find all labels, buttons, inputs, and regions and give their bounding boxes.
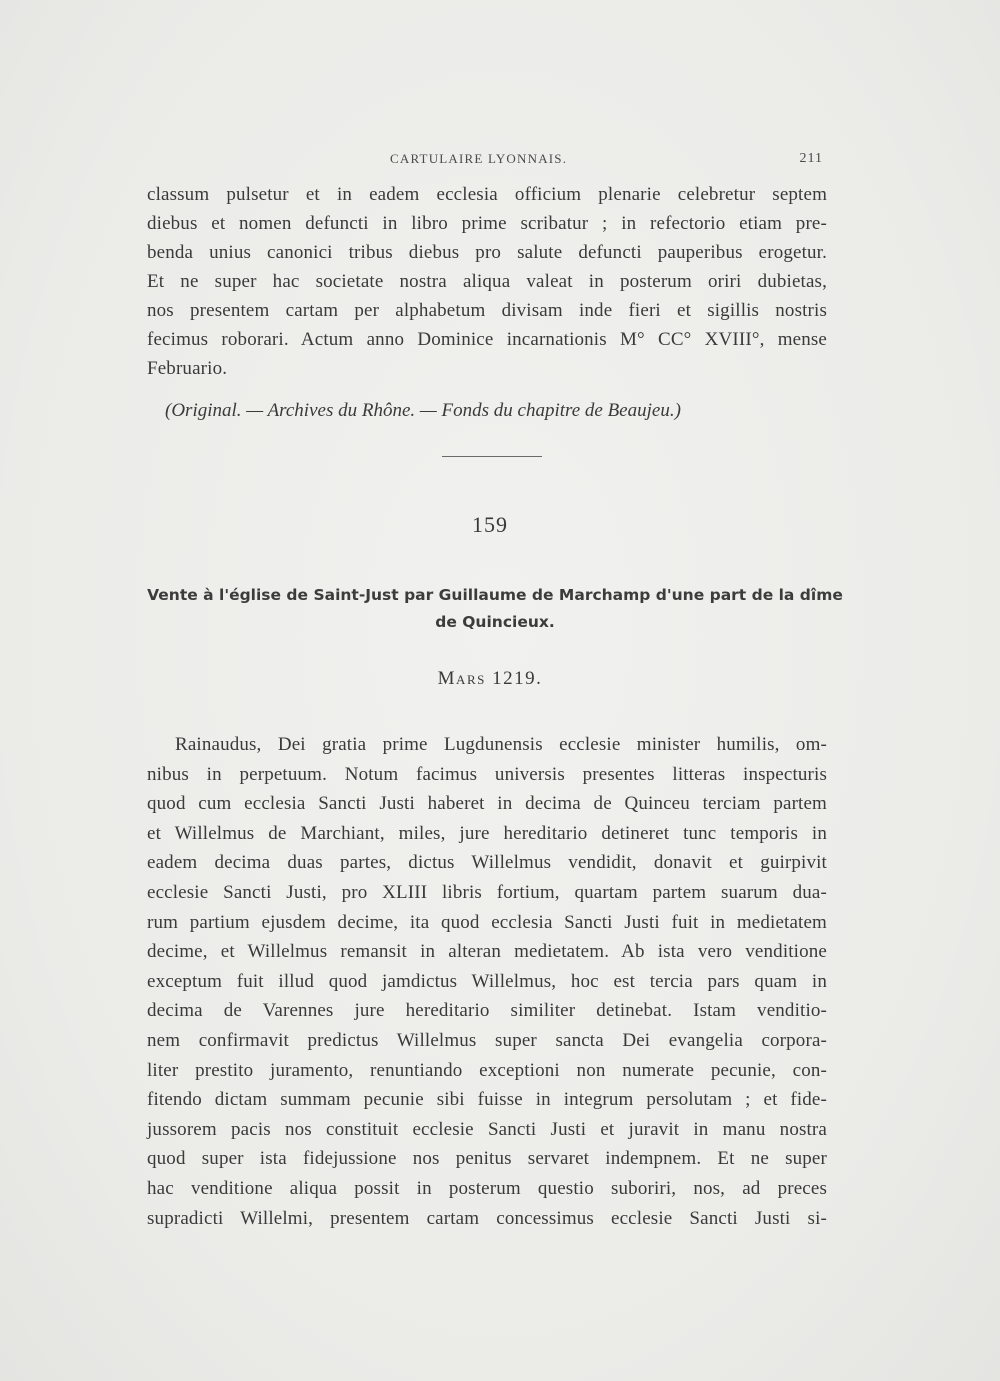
charter-text bbox=[147, 730, 827, 1233]
continuation-paragraph bbox=[147, 180, 827, 383]
page-number: 211 bbox=[799, 151, 823, 166]
text-line: quod cum ecclesia Sancti Justi haberet in decima de Quinceu terciam partem bbox=[147, 793, 827, 815]
text-line: jussorem pacis nos constituit ecclesie Sancti Justi et juravit in manu nostra bbox=[147, 1118, 827, 1140]
text-line: nos presentem cartam per alphabetum divisam inde fieri et sigillis nostris bbox=[147, 300, 827, 321]
charter-title-line: Vente à l'église de Saint-Just par Guillaume de Marchamp d'une part de la dîme bbox=[147, 586, 843, 604]
text-line: et Willelmus de Marchiant, miles, jure hereditario detineret tunc temporis in bbox=[147, 822, 827, 844]
text-line: exceptum fuit illud quod jamdictus Willelmus, hoc est tercia pars quam in bbox=[147, 970, 827, 992]
text-line: rum partium ejusdem decime, ita quod ecclesia Sancti Justi fuit in medietatem bbox=[147, 911, 827, 933]
text-line: eadem decima duas partes, dictus Willelmus vendidit, donavit et guirpivit bbox=[147, 852, 827, 874]
running-head bbox=[148, 151, 823, 171]
charter-title-line: de Quincieux. bbox=[435, 613, 555, 631]
running-title: CARTULAIRE LYONNAIS. bbox=[390, 151, 568, 166]
text-line: Et ne super hac societate nostra aliqua valeat in posterum oriri dubietas, bbox=[147, 271, 827, 292]
text-line: fecimus roborari. Actum anno Dominice incarnationis M° CC° XVIII°, mense bbox=[147, 329, 827, 350]
text-line: hac venditione aliqua possit in posterum questio suboriri, nos, ad preces bbox=[147, 1177, 827, 1199]
text-line: nem confirmavit predictus Willelmus super sancta Dei evangelia corpora- bbox=[147, 1029, 827, 1051]
source-note: (Original. — Archives du Rhône. — Fonds du chapitre de Beaujeu.) bbox=[165, 400, 681, 421]
charter-date: Mars 1219. bbox=[437, 668, 543, 689]
text-line: diebus et nomen defuncti in libro prime scribatur ; in refectorio etiam pre- bbox=[147, 213, 827, 234]
charter-number: 159 bbox=[472, 512, 508, 537]
text-line: nibus in perpetuum. Notum facimus universis presentes litteras inspecturis bbox=[147, 763, 827, 785]
text-line: decima de Varennes jure hereditario similiter detinebat. Istam venditio- bbox=[147, 1000, 827, 1022]
text-line: classum pulsetur et in eadem ecclesia officium plenarie celebretur septem bbox=[147, 184, 827, 205]
text-line: ecclesie Sancti Justi, pro XLIII libris fortium, quartam partem suarum dua- bbox=[147, 881, 827, 903]
text-line: Februario. bbox=[147, 358, 228, 379]
text-line: fitendo dictam summam pecunie sibi fuisse in integrum persolutam ; et fide- bbox=[147, 1089, 827, 1111]
text-line: quod super ista fidejussione nos penitus servaret indempnem. Et ne super bbox=[147, 1148, 827, 1170]
text-line: benda unius canonici tribus diebus pro salute defuncti pauperibus erogetur. bbox=[147, 242, 827, 263]
section-divider bbox=[442, 456, 542, 457]
text-line: liter prestito juramento, renuntiando exceptioni non numerate pecunie, con- bbox=[147, 1059, 827, 1081]
text-line: decime, et Willelmus remansit in alteran medietatem. Ab ista vero venditione bbox=[147, 941, 827, 963]
charter-title bbox=[145, 582, 845, 636]
text-line: Rainaudus, Dei gratia prime Lugdunensis ecclesie minister humilis, om- bbox=[175, 734, 827, 755]
text-line: supradicti Willelmi, presentem cartam concessimus ecclesie Sancti Justi si- bbox=[147, 1207, 827, 1229]
